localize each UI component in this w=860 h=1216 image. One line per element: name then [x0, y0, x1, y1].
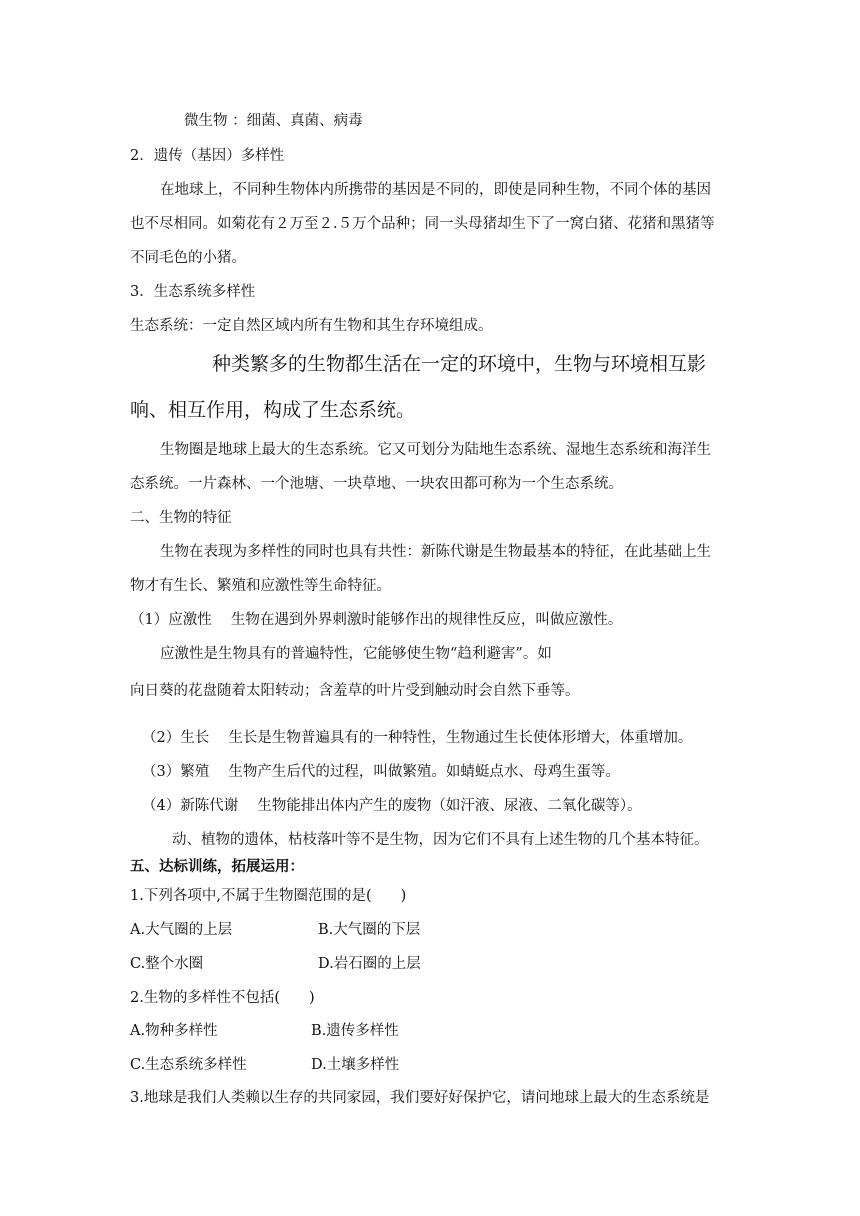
- text-line: 动、植物的遗体，枯枝落叶等不是生物，因为它们不具有上述生物的几个基本特征。: [172, 832, 709, 848]
- text-line: （4）新陈代谢 生物能排出体内产生的废物（如汗液、尿液、二氧化碳等）。: [142, 798, 642, 814]
- q2-option-d: D.土壤多样性: [311, 1057, 400, 1073]
- text-line: 物才有生长、繁殖和应激性等生命特征。: [130, 578, 391, 594]
- section-heading: 2．遗传（基因）多样性: [130, 148, 285, 164]
- emphasis-line: 响、相互作用，构成了生态系统。: [130, 399, 416, 421]
- text-line: 生态系统：一定自然区域内所有生物和其生存环境组成。: [130, 318, 493, 334]
- text-line: 应激性是生物具有的普遍特性，它能够使生物“趋利避害”。如: [160, 646, 552, 662]
- q2-option-b: B.遗传多样性: [311, 1023, 399, 1039]
- text-line: （3）繁殖 生物产生后代的过程，叫做繁殖。如蜻蜓点水、母鸡生蛋等。: [142, 764, 620, 780]
- text-line: 微生物 ：细菌、真菌、病毒: [184, 113, 363, 129]
- question-2: 2.生物的多样性不包括( ): [130, 990, 315, 1006]
- text-line: 不同毛色的小猪。: [130, 250, 246, 266]
- q1-option-c: C.整个水圈: [130, 956, 204, 972]
- q1-option-d: D.岩石圈的上层: [318, 956, 421, 972]
- text-line: 生物圈是地球上最大的生态系统。它又可划分为陆地生态系统、湿地生态系统和海洋生: [160, 442, 711, 458]
- text-line: 向日葵的花盘随着太阳转动；含羞草的叶片受到触动时会自然下垂等。: [130, 683, 580, 699]
- text-line: 态系统。一片森林、一个池塘、一块草地、一块农田都可称为一个生态系统。: [130, 476, 623, 492]
- q1-option-b: B.大气圈的下层: [318, 922, 421, 938]
- q1-option-a: A.大气圈的上层: [130, 922, 233, 938]
- section-heading: 五、达标训练，拓展运用：: [130, 858, 304, 875]
- text-line: 生物在表现为多样性的同时也具有共性：新陈代谢是生物最基本的特征，在此基础上生: [160, 544, 711, 560]
- emphasis-line: 种类繁多的生物都生活在一定的环境中，生物与环境相互影: [212, 353, 707, 375]
- question-1: 1.下列各项中,不属于生物圈范围的是( ): [130, 888, 407, 904]
- q2-option-a: A.物种多样性: [130, 1023, 218, 1039]
- text-line: 在地球上，不同种生物体内所携带的基因是不同的，即使是同种生物，不同个体的基因: [160, 182, 711, 198]
- q2-option-c: C.生态系统多样性: [130, 1057, 247, 1073]
- section-heading: 二、生物的特征: [130, 510, 232, 526]
- text-line: 也不尽相同。如菊花有２万至２.５万个品种；同一头母猪却生下了一窝白猪、花猪和黑猪等: [130, 216, 715, 232]
- text-line: （1）应激性 生物在遇到外界刺激时能够作出的规律性反应，叫做应激性。: [130, 612, 623, 628]
- text-line: （2）生长 生长是生物普遍具有的一种特性，生物通过生长使体形增大，体重增加。: [142, 730, 693, 746]
- question-3: 3.地球是我们人类赖以生存的共同家园，我们要好好保护它，请问地球上最大的生态系统是: [130, 1090, 710, 1106]
- section-heading: 3．生态系统多样性: [130, 284, 256, 300]
